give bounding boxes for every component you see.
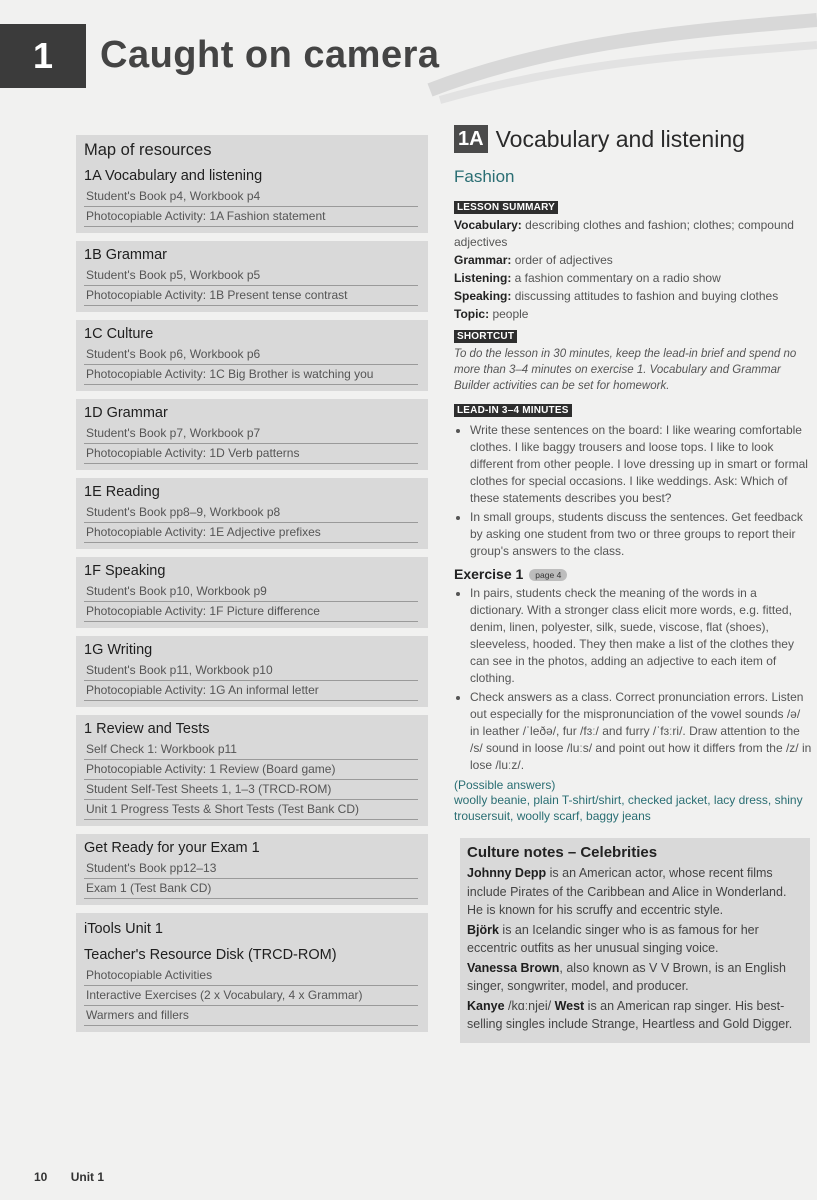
summary-row — [454, 288, 812, 305]
resource-item: Student's Book p4, Workbook p4 — [84, 187, 418, 207]
summary-row — [454, 270, 812, 287]
summary-label: Listening: — [454, 271, 512, 285]
lesson-column — [454, 125, 812, 824]
culture-note-text: is an Icelandic singer who is as famous for her eccentric outfits as her unusual singing voice. — [467, 922, 759, 955]
resource-item: Exam 1 (Test Bank CD) — [84, 879, 418, 899]
resource-block — [76, 320, 428, 391]
resource-item: Student's Book p5, Workbook p5 — [84, 266, 418, 286]
resource-item: Photocopiable Activity: 1F Picture difference — [84, 602, 418, 622]
lesson-subtitle: Fashion — [454, 167, 515, 186]
possible-answers-label: (Possible answers) — [454, 778, 556, 792]
celebrity-name: Vanessa Brown — [467, 960, 560, 975]
celebrity-name: West — [554, 998, 585, 1013]
resource-item: Student's Book p11, Workbook p10 — [84, 661, 418, 681]
resource-block — [76, 241, 428, 312]
list-item: • Check answers as a class. Correct pronunciation errors. Listen out especially for the mispronunciation of the vowel sounds /ə/ in leather /ˈleðə/, fur /fɜː/ and furry /ˈfɜːri/. Draw attention to the /s/ sound in loose /luːs/ and point out how it differs from the /z/ in lose /luːz/. — [470, 689, 812, 774]
lesson-summary-tag: LESSON SUMMARY — [454, 201, 558, 214]
page-number: 10 — [34, 1170, 48, 1184]
resource-item: Student's Book pp8–9, Workbook p8 — [84, 503, 418, 523]
list-item: • In pairs, students check the meaning of the words in a dictionary. With a stronger class elicit more words, e.g. fitted, denim, linen, polyester, silk, suede, viscose, flat (shoes), sleeveless, hooded. They then make a list of the clothes they can see in the photos, adding an adjective to each item of clothing. — [470, 585, 812, 687]
culture-notes-title: Culture notes – Celebrities — [467, 844, 658, 861]
resource-block — [76, 557, 428, 628]
resource-block — [76, 478, 428, 549]
culture-note-text: is an American actor, whose recent films include Pirates of the Caribbean and Alice in Wonderland. He is known for his scruffy and eccentric style. — [467, 866, 787, 917]
lesson-code: 1A — [454, 125, 488, 153]
resource-item: Student's Book p7, Workbook p7 — [84, 424, 418, 444]
culture-note — [467, 997, 804, 1034]
resource-heading: Get Ready for your Exam 1 — [84, 840, 260, 856]
resource-item: Photocopiable Activity: 1C Big Brother is watching you — [84, 365, 418, 385]
leadin-tag: LEAD-IN 3–4 MINUTES — [454, 404, 572, 417]
resource-heading: 1G Writing — [84, 642, 153, 658]
celebrity-name: Björk — [467, 922, 499, 937]
culture-note — [467, 864, 804, 920]
resource-heading: 1B Grammar — [84, 247, 167, 263]
resource-item: Photocopiable Activity: 1G An informal letter — [84, 681, 418, 701]
resource-heading: 1A Vocabulary and listening — [84, 168, 263, 184]
summary-row — [454, 252, 812, 269]
exercise-title: Exercise 1 — [454, 566, 524, 582]
summary-label: Grammar: — [454, 253, 512, 267]
resource-item: Photocopiable Activity: 1E Adjective prefixes — [84, 523, 418, 543]
resource-item: Student's Book p6, Workbook p6 — [84, 345, 418, 365]
shortcut-tag: SHORTCUT — [454, 330, 517, 343]
culture-notes-box — [460, 838, 810, 1043]
shortcut-text: To do the lesson in 30 minutes, keep the lead-in brief and spend no more than 3–4 minutes on exercise 1. Vocabulary and Grammar Builder activities can be set for homework. — [454, 348, 797, 392]
resource-block — [76, 399, 428, 470]
footer-unit-label: Unit 1 — [70, 1170, 105, 1184]
resource-item: Warmers and fillers — [84, 1006, 418, 1026]
summary-label: Vocabulary: — [454, 218, 522, 232]
possible-answers: woolly beanie, plain T-shirt/shirt, checked jacket, lacy dress, shiny trousersuit, woolly scarf, baggy jeans — [454, 793, 803, 823]
resource-item: Interactive Exercises (2 x Vocabulary, 4 x Grammar) — [84, 986, 418, 1006]
lesson-header — [454, 125, 812, 153]
culture-note-text: is an American rap singer. His best-selling singles include Strange, Heartless and Gold Digger. — [467, 998, 793, 1031]
resource-block — [76, 636, 428, 707]
list-item: • In small groups, students discuss the sentences. Get feedback by asking one student from two or three groups to report their group's answers to the class. — [470, 509, 812, 560]
resource-item: Self Check 1: Workbook p11 — [84, 740, 418, 760]
summary-text: a fashion commentary on a radio show — [511, 271, 721, 285]
culture-note-text: , also known as V V Brown, is an English singer, songwriter, model, and producer. — [467, 960, 786, 993]
resource-item: Unit 1 Progress Tests & Short Tests (Test Bank CD) — [84, 800, 418, 820]
resource-item: Photocopiable Activities — [84, 966, 418, 986]
trcd-heading: Teacher's Resource Disk (TRCD-ROM) — [84, 947, 337, 963]
page-footer — [34, 1170, 104, 1184]
page-header — [0, 0, 817, 120]
page-reference-badge: page 4 — [529, 569, 567, 581]
celebrity-name: Johnny Depp — [467, 866, 547, 880]
resource-block — [76, 834, 428, 905]
exercise-heading — [454, 566, 812, 582]
summary-text: people — [489, 307, 529, 321]
summary-text: describing clothes and fashion; clothes; compound adjectives — [454, 218, 794, 249]
summary-row — [454, 217, 812, 251]
culture-note — [467, 921, 804, 958]
resource-item: Photocopiable Activity: 1D Verb patterns — [84, 444, 418, 464]
resource-item: Student's Book pp12–13 — [84, 859, 418, 879]
culture-note-text: /kɑːnjei/ — [504, 998, 555, 1013]
lesson-title: Vocabulary and listening — [495, 125, 745, 152]
map-title: Map of resources — [84, 141, 212, 159]
list-item: • Write these sentences on the board: I like wearing comfortable clothes. I like baggy trousers and loose tops. I like to look different from other people. I love dressing up in smart or formal clothes for special occasions. I like weddings. Ask: Which of these statements describes you best? — [470, 422, 812, 507]
resource-block — [76, 913, 428, 1032]
summary-row — [454, 306, 812, 323]
unit-number: 1 — [0, 24, 86, 88]
celebrity-name: Kanye — [467, 998, 505, 1013]
resource-item: Photocopiable Activity: 1A Fashion statement — [84, 207, 418, 227]
summary-text: order of adjectives — [511, 253, 613, 267]
resource-item: Photocopiable Activity: 1B Present tense contrast — [84, 286, 418, 306]
summary-label: Topic: — [454, 307, 490, 321]
summary-label: Speaking: — [454, 289, 512, 303]
resource-item: Photocopiable Activity: 1 Review (Board game) — [84, 760, 418, 780]
resource-heading: 1D Grammar — [84, 405, 168, 421]
resource-block — [76, 715, 428, 826]
resource-heading: 1F Speaking — [84, 563, 166, 579]
resource-item: Student's Book p10, Workbook p9 — [84, 582, 418, 602]
exercise-list — [454, 585, 812, 774]
leadin-list — [454, 422, 812, 560]
unit-title: Caught on camera — [100, 34, 440, 76]
resource-block — [76, 135, 428, 233]
resource-heading: 1C Culture — [84, 326, 154, 342]
summary-text: discussing attitudes to fashion and buying clothes — [511, 289, 779, 303]
itools-heading: iTools Unit 1 — [84, 921, 163, 937]
resource-item: Student Self-Test Sheets 1, 1–3 (TRCD-ROM) — [84, 780, 418, 800]
culture-note — [467, 959, 804, 996]
resource-heading: 1E Reading — [84, 484, 160, 500]
map-of-resources — [76, 135, 428, 1040]
resource-heading: 1 Review and Tests — [84, 721, 210, 737]
